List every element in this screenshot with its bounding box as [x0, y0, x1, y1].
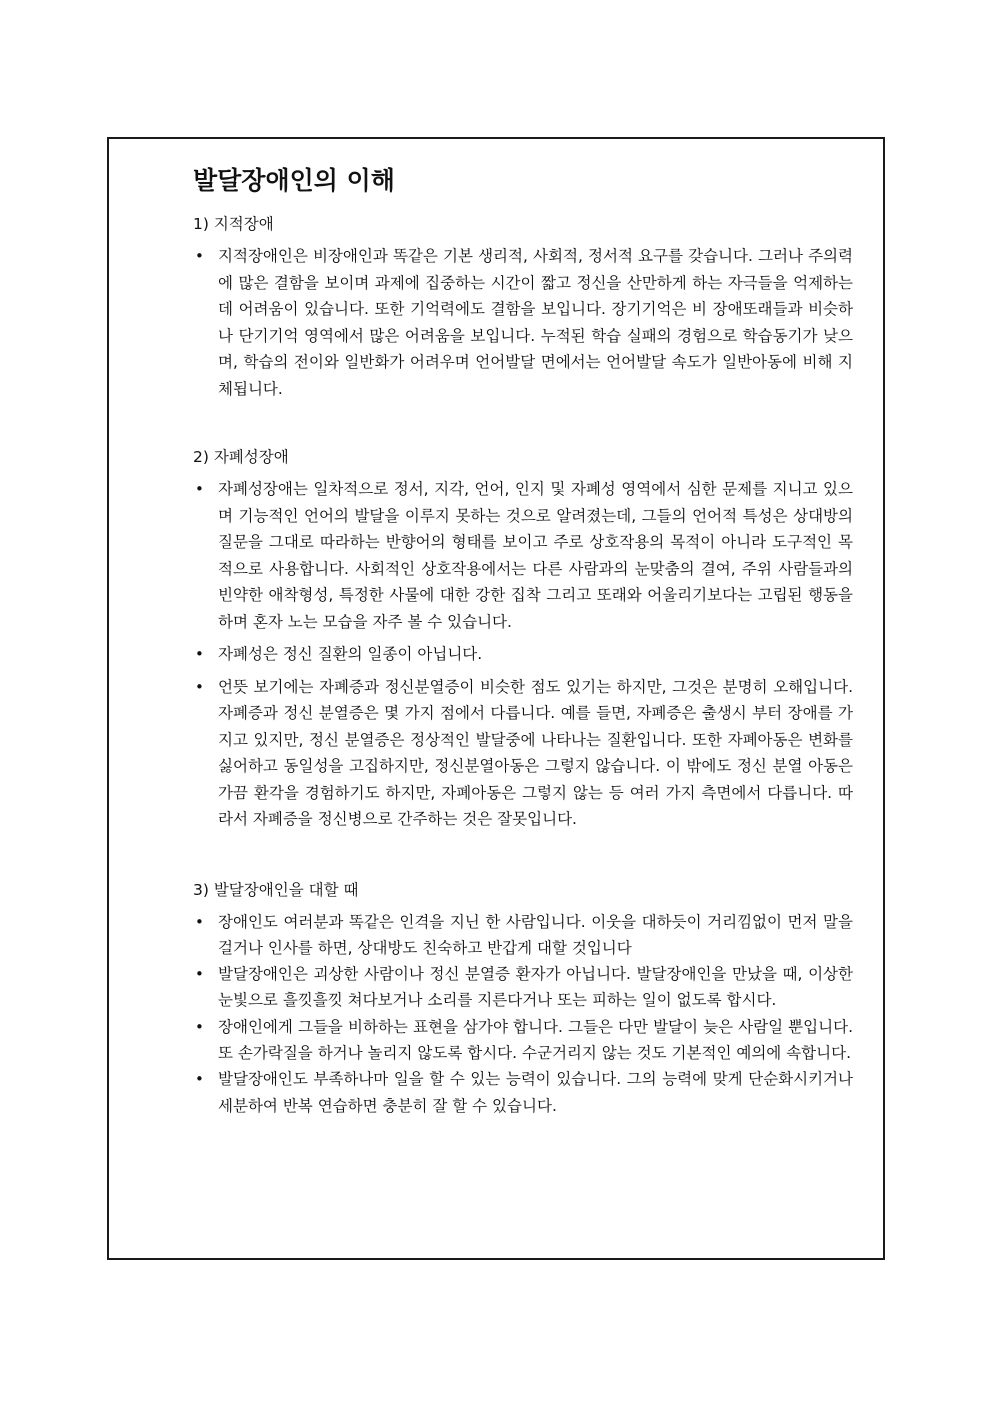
- list-item: [193, 961, 853, 1014]
- list-item: [193, 243, 853, 402]
- list-item-text: 언뜻 보기에는 자폐증과 정신분열증이 비슷한 점도 있기는 하지만, 그것은 분명히 오해입니다. 자폐증과 정신 분열증은 몇 가지 점에서 다릅니다. 예를 들면, 자폐증은 출생시 부터 장애를 가지고 있지만, 정신 분열증은 정상적인 발달중에 나타나는 질환입니다. 또한 자폐아동은 변화를 싫어하고 동일성을 고집하지만, 정신분열아동은 그렇지 않습니다. 이 밖에도 정신 분열 아동은 가끔 환각을 경험하기도 하지만, 자폐아동은 그렇지 않는 등 여러 가지 측면에서 다릅니다. 따라서 자폐증을 정신병으로 간주하는 것은 잘못입니다.: [218, 677, 853, 828]
- section-interacting: [193, 877, 853, 1119]
- list-item: [193, 641, 853, 668]
- list-item-text: 자폐성은 정신 질환의 일종이 아닙니다.: [218, 645, 483, 663]
- bullet-icon: •: [195, 965, 204, 984]
- list-item-text: 장애인에게 그들을 비하하는 표현을 삼가야 합니다. 그들은 다만 발달이 늦은 사람일 뿐입니다. 또 손가락질을 하거나 놀리지 않도록 합시다. 수군거리지 않는 것도 기본적인 예의에 속합니다.: [218, 1017, 853, 1062]
- bullet-icon: •: [195, 1017, 204, 1036]
- list-item-text: 발달장애인도 부족하나마 일을 할 수 있는 능력이 있습니다. 그의 능력에 맞게 단순화시키거나 세분하여 반복 연습하면 충분히 잘 할 수 있습니다.: [218, 1070, 853, 1115]
- list-item-text: 장애인도 여러분과 똑같은 인격을 지닌 한 사람입니다. 이웃을 대하듯이 거리낌없이 먼저 말을 걸거나 인사를 하면, 상대방도 친숙하고 반갑게 대할 것입니다: [218, 912, 853, 957]
- section-autism: [193, 444, 853, 833]
- list-item-text: 발달장애인은 괴상한 사람이나 정신 분열증 환자가 아닙니다. 발달장애인을 만났을 때, 이상한 눈빛으로 흘낏흘낏 쳐다보거나 소리를 지른다거나 또는 피하는 일이 없도록 합시다.: [218, 965, 853, 1010]
- bullet-list: [193, 909, 853, 1119]
- list-item: [193, 674, 853, 833]
- section-heading: 3) 발달장애인을 대할 때: [193, 880, 359, 899]
- bullet-icon: •: [195, 480, 204, 498]
- list-item-text: 지적장애인은 비장애인과 똑같은 기본 생리적, 사회적, 정서적 요구를 갖습니다. 그러나 주의력에 많은 결함을 보이며 과제에 집중하는 시간이 짧고 정신을 산만하게 하는 자극들을 억제하는데 어려움이 있습니다. 또한 기억력에도 결함을 보입니다. 장기기억은 비 장애또래들과 비슷하나 단기기억 영역에서 많은 어려움을 보입니다. 누적된 학습 실패의 경험으로 학습동기가 낮으며, 학습의 전이와 일반화가 어려우며 언어발달 면에서는 언어발달 속도가 일반아동에 비해 지체됩니다.: [218, 247, 853, 398]
- section-intellectual-disability: [193, 211, 853, 402]
- bullet-list: [193, 476, 853, 833]
- list-item: [193, 1014, 853, 1067]
- list-item: [193, 476, 853, 635]
- list-item-text: 자폐성장애는 일차적으로 정서, 지각, 언어, 인지 및 자폐성 영역에서 심한 문제를 지니고 있으며 기능적인 언어의 발달을 이루지 못하는 것으로 알려졌는데, 그들의 언어적 특성은 상대방의 질문을 그대로 따라하는 반향어의 형태를 보이고 주로 상호작용의 목적이 아니라 도구적인 목적으로 사용합니다. 사회적인 상호작용에서는 다른 사람과의 눈맞춤의 결여, 주위 사람들과의 빈약한 애착형성, 특정한 사물에 대한 강한 집착 그리고 또래와 어울리기보다는 고립된 행동을 하며 혼자 노는 모습을 자주 볼 수 있습니다.: [218, 480, 853, 631]
- list-item: [193, 1066, 853, 1119]
- bullet-icon: •: [195, 247, 204, 265]
- section-heading: 2) 자폐성장애: [193, 448, 289, 466]
- document-title: 발달장애인의 이해: [193, 166, 395, 195]
- bullet-icon: •: [195, 912, 204, 931]
- list-item: [193, 909, 853, 962]
- bullet-icon: •: [195, 645, 204, 663]
- section-heading: 1) 지적장애: [193, 215, 274, 233]
- bullet-icon: •: [195, 1070, 204, 1089]
- document-content: [193, 161, 853, 1119]
- bullet-list: [193, 243, 853, 402]
- document-frame: [107, 137, 885, 1260]
- bullet-icon: •: [195, 677, 204, 696]
